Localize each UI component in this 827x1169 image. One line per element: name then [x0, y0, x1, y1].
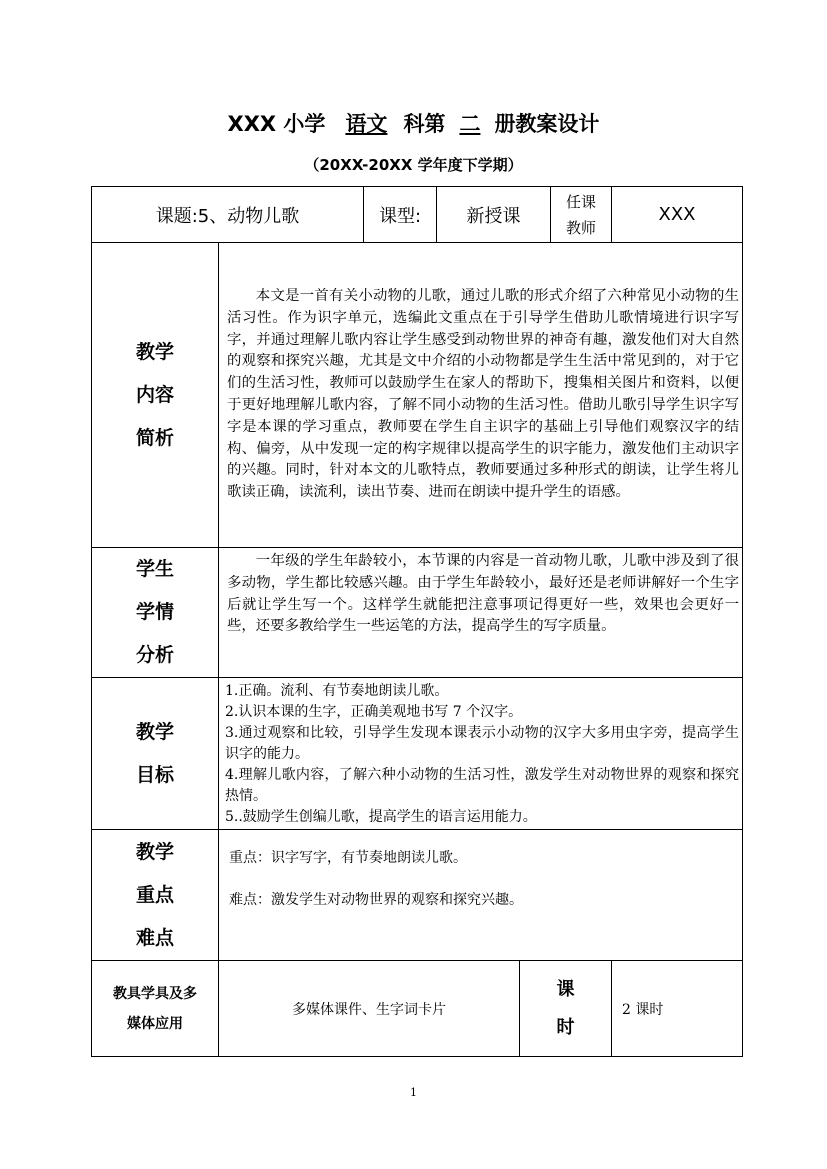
type-label-cell: 课型:: [364, 187, 437, 243]
goal-item: 1.正确。流利、有节奏地朗读儿歌。: [225, 683, 449, 699]
hours-label: 课 时: [520, 961, 612, 1057]
keypoints-cell: [219, 830, 743, 961]
key-point-text: 重点：识字写字，有节奏地朗读儿歌。: [229, 850, 467, 866]
goal-item: 4.理解儿歌内容，了解六种小动物的生活习性，激发学生对动物世界的观察和探究热情。: [225, 767, 739, 804]
school-name: XXX 小学: [227, 112, 326, 136]
goals-row: [92, 678, 743, 830]
teacher-value-cell: XXX: [612, 187, 743, 243]
document-title: [0, 108, 827, 138]
difficult-point-text: 难点：激发学生对动物世界的观察和探究兴趣。: [229, 892, 523, 908]
topic-cell: 课题:5、动物儿歌: [92, 187, 364, 243]
grade-blank: 二: [459, 112, 481, 136]
type-value-cell: 新授课: [437, 187, 551, 243]
goals-label: 教学 目标: [92, 678, 219, 830]
materials-row: [92, 961, 743, 1057]
content-label: 教学 内容 简析: [92, 243, 219, 548]
header-row: [92, 187, 743, 243]
term-subtitle: （20XX-20XX 学年度下学期）: [304, 156, 523, 174]
students-text-cell: [219, 548, 743, 678]
subject-blank: 语文: [345, 112, 388, 136]
grade-prefix: 科第: [403, 112, 446, 136]
materials-label: 教具学具及多 媒体应用: [92, 961, 219, 1057]
keypoints-row: [92, 830, 743, 961]
goals-list-cell: [219, 678, 743, 830]
materials-value: 多媒体课件、生字词卡片: [219, 961, 520, 1057]
goal-item: 5..鼓励学生创编儿歌，提高学生的语言运用能力。: [225, 809, 537, 825]
title-suffix: 册教案设计: [494, 112, 600, 136]
lesson-plan-table: [91, 186, 743, 1057]
goal-item: 3.通过观察和比较，引导学生发现本课表示小动物的汉字大多用虫字旁，提高学生识字的能力。: [225, 725, 739, 762]
content-row: [92, 243, 743, 548]
content-text: 本文是一首有关小动物的儿歌，通过儿歌的形式介绍了六种常见小动物的生活习性。作为识字单元，选编此文重点在于引导学生借助儿歌情境进行识字写字，并通过理解儿歌内容让学生感受到动物世界的神奇有趣，激发他们对大自然的观察和探究兴趣，尤其是文中介绍的小动物都是学生生活中常见到的，对于它们的生活习性，教师可以鼓励学生在家人的帮助下，搜集相关图片和资料，以便于更好地理解儿歌内容，了解不同小动物的生活习性。借助儿歌引导学生识字写字是本课的学习重点，教师要在学生自主识字的基础上引导他们观察汉字的结构、偏旁，从中发现一定的构字规律以提高学生的识字能力，激发他们主动识字的兴趣。同时，针对本文的儿歌特点，教师要通过多种形式的朗读，让学生将儿歌读正确，读流利，读出节奏、进而在朗读中提升学生的语感。: [227, 288, 739, 501]
page-number: 1: [410, 1086, 417, 1099]
goal-item: 2.认识本课的生字，正确美观地书写 7 个汉字。: [225, 704, 523, 720]
content-text-cell: [219, 243, 743, 548]
students-text: 一年级的学生年龄较小，本节课的内容是一首动物儿歌，儿歌中涉及到了很多动物，学生都比较感兴趣。由于学生年龄较小，最好还是老师讲解好一个生字后就让学生写一个。这样学生就能把注意事项记得更好一些，效果也会更好一些，还要多教给学生一些运笔的方法，提高学生的写字质量。: [227, 553, 739, 635]
teacher-label-cell: 任课 教师: [551, 187, 612, 243]
students-label: 学生 学情 分析: [92, 548, 219, 678]
hours-value: 2 课时: [612, 961, 743, 1057]
keypoints-label: 教学 重点 难点: [92, 830, 219, 961]
students-row: [92, 548, 743, 678]
goals-list: [219, 681, 742, 828]
